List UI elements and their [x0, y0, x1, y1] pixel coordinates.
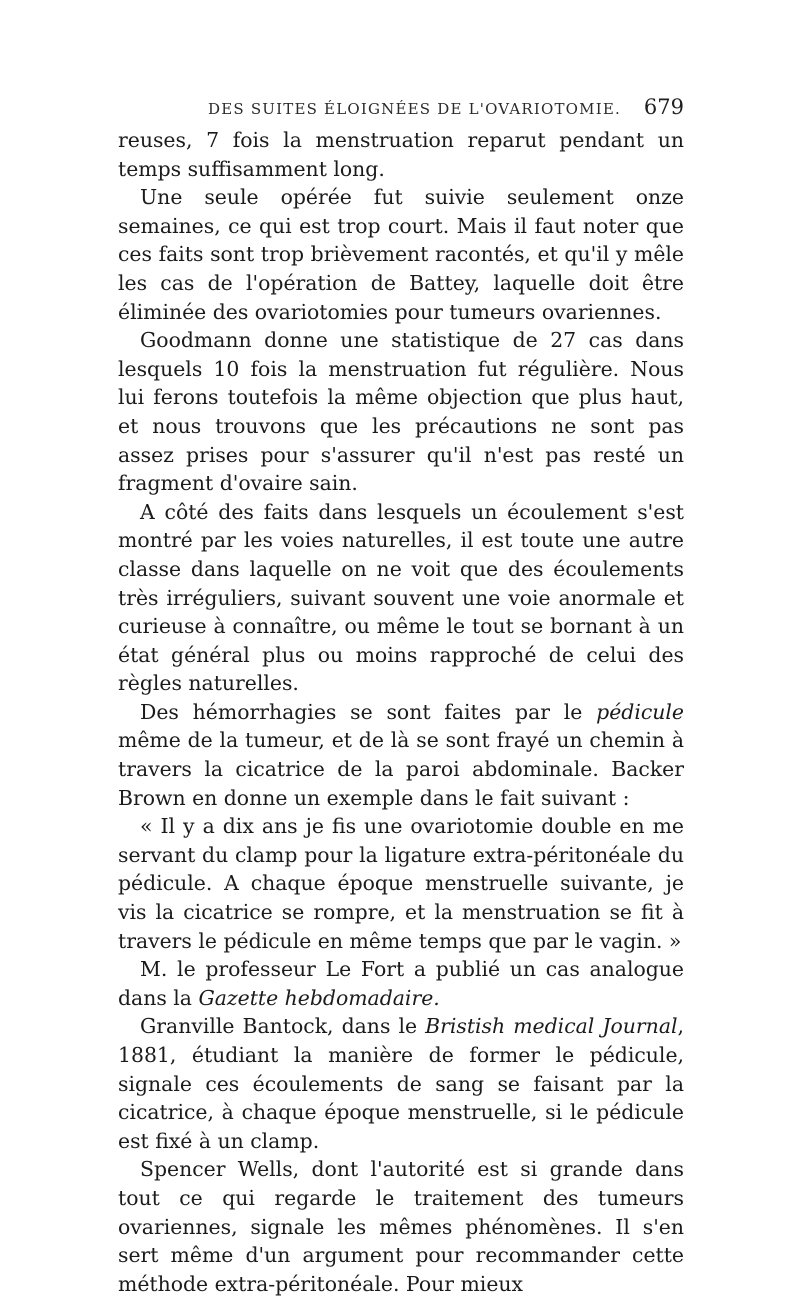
journal-title: Gazette hebdomadaire.: [198, 985, 440, 1010]
paragraph: A côté des faits dans lesquels un écoulement s'est montré par les voies naturelles, il est toute une autre classe dans laquelle on ne voit que des écoulements très irréguliers, suivant souvent une voie anormale et curieuse à connaître, ou même le tout se bornant à un état général plus ou moins rapproché de celui des règles naturelles.: [118, 499, 684, 696]
running-head: [118, 92, 684, 126]
paragraph: Une seule opérée fut suivie seulement onze semaines, ce qui est trop court. Mais il faut noter que ces faits sont trop brièvement racontés, et qu'il y mêle les cas de l'opération de Battey, laquelle doit être éliminée des ovariotomies pour tumeurs ovariennes.: [118, 185, 684, 324]
paragraph: [118, 1012, 684, 1155]
paragraph-text: M. le professeur Le Fort a publié un cas analogue dans la: [118, 957, 684, 1010]
body-text: [118, 126, 684, 1298]
paragraph: [118, 955, 684, 1012]
paragraph-continuation: reuses, 7 fois la menstruation reparut pendant un temps suffisamment long.: [118, 128, 684, 181]
paragraph: [118, 698, 684, 812]
paragraph-text: même de la tumeur, et de là se sont frayé un chemin à travers la cicatrice de la paroi abdominale. Backer Brown en donne un exemple dans le fait suivant :: [118, 728, 684, 810]
paragraph-text: , 1881, étudiant la manière de former le pédicule, signale ces écoulements de sang se faisant par la cicatrice, à chaque époque menstruelle, si le pédicule est fixé à un clamp.: [118, 1014, 684, 1153]
journal-title: Bristish medical Journal: [425, 1014, 678, 1039]
quotation-paragraph: « Il y a dix ans je fis une ovariotomie double en me servant du clamp pour la ligature extra-péritonéale du pédicule. A chaque époque menstruelle suivante, je vis la cicatrice se rompre, et la menstruation se fit à travers le pédicule en même temps que par le vagin. »: [118, 814, 684, 953]
paragraph: Spencer Wells, dont l'autorité est si grande dans tout ce qui regarde le traitement des tumeurs ovariennes, signale les mêmes phénomènes. Il s'en sert même d'un argument pour recommander cette méthode extra-péritonéale. Pour mieux: [118, 1157, 684, 1296]
running-title: DES SUITES ÉLOIGNÉES DE L'OVARIOTOMIE.: [208, 100, 621, 118]
book-page: [118, 92, 684, 1296]
page-number: 679: [643, 95, 684, 119]
paragraph: Goodmann donne une statistique de 27 cas dans lesquels 10 fois la menstruation fut régulière. Nous lui ferons toutefois la même objection que plus haut, et nous trouvons que les précautions ne sont pas assez prises pour s'assurer qu'il n'est pas resté un fragment d'ovaire sain.: [118, 328, 684, 496]
paragraph-text: Des hémorrhagies se sont faites par le: [140, 699, 597, 724]
italic-term: pédicule: [596, 699, 684, 724]
paragraph-text: Granville Bantock, dans le: [140, 1014, 426, 1039]
